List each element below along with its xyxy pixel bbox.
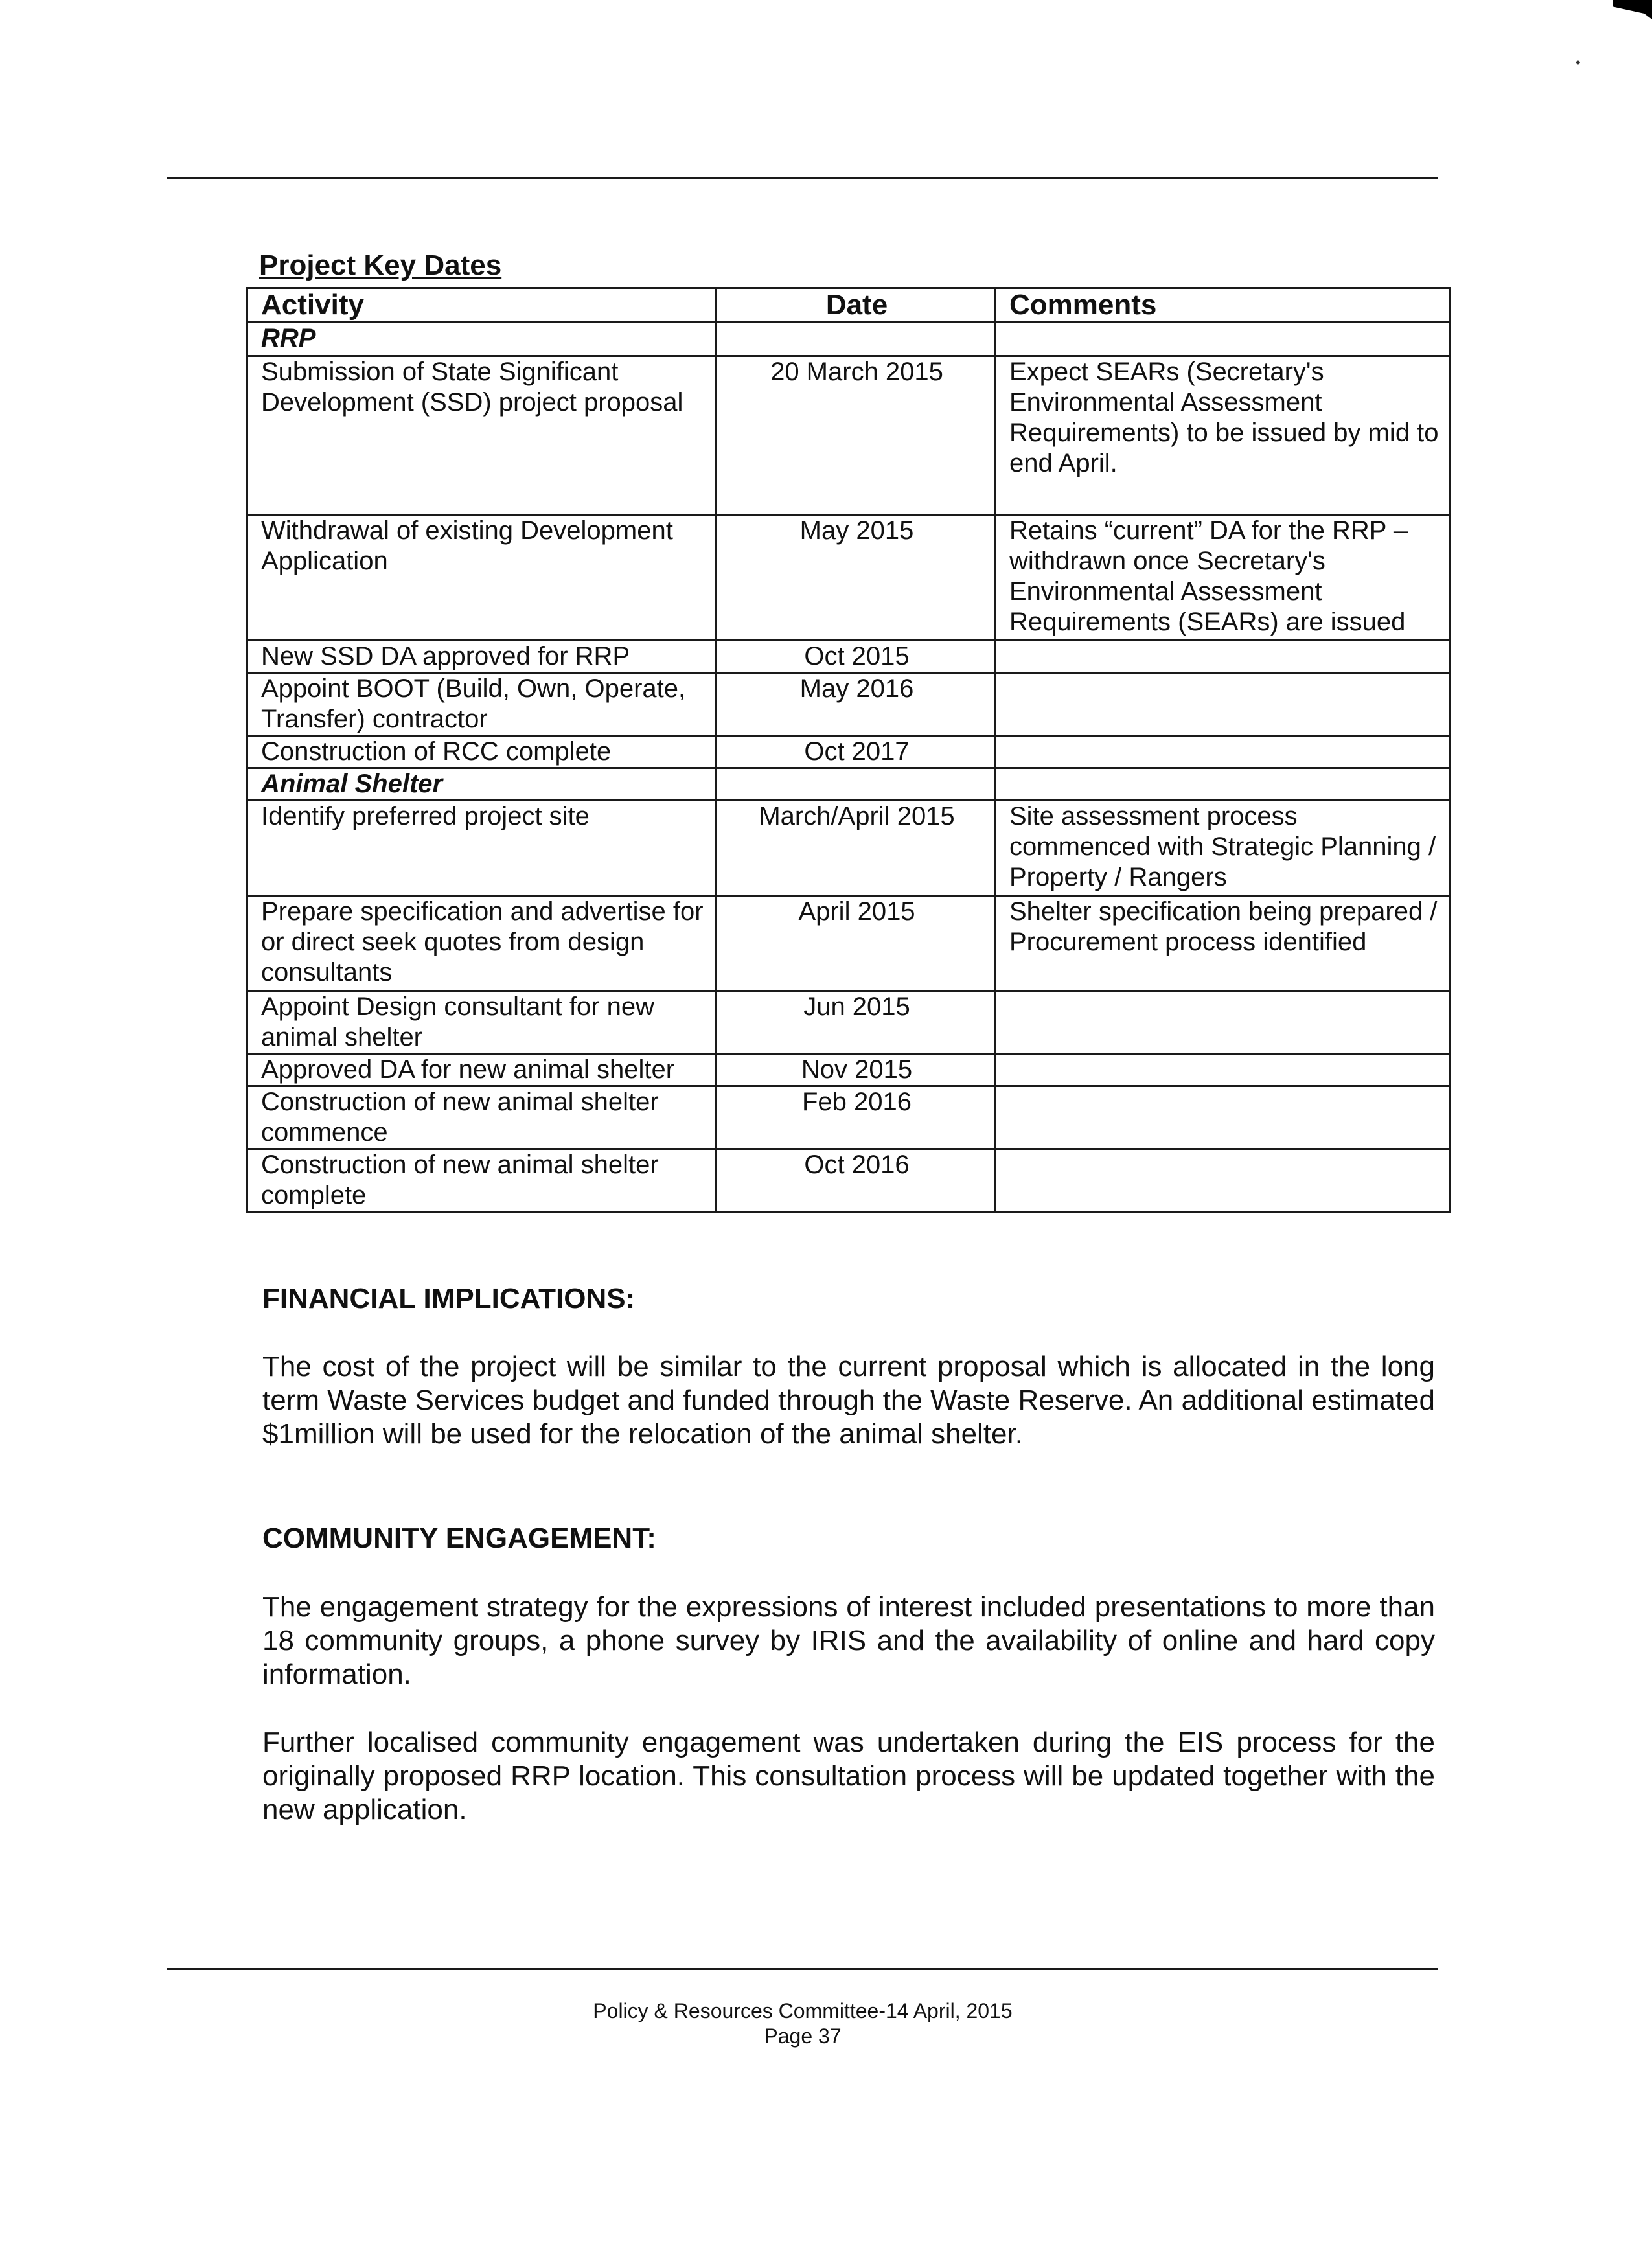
activity-cell: Withdrawal of existing Development Application <box>247 515 716 641</box>
section-label: Animal Shelter <box>247 768 716 801</box>
scan-speck: • <box>1576 54 1581 71</box>
date-cell: Nov 2015 <box>716 1054 996 1086</box>
comments-cell <box>996 991 1451 1054</box>
section-row-animal-shelter <box>247 768 1451 801</box>
table-row <box>247 515 1451 641</box>
table-row <box>247 1086 1451 1149</box>
scan-corner-mark <box>1613 0 1652 19</box>
header-comments: Comments <box>996 288 1451 323</box>
table-row <box>247 991 1451 1054</box>
activity-cell: New SSD DA approved for RRP <box>247 641 716 673</box>
header-activity: Activity <box>247 288 716 323</box>
date-cell: 20 March 2015 <box>716 356 996 515</box>
comments-cell <box>996 1054 1451 1086</box>
activity-cell: Appoint BOOT (Build, Own, Operate, Transfer) contractor <box>247 673 716 736</box>
table-row <box>247 1054 1451 1086</box>
activity-cell: Construction of RCC complete <box>247 736 716 768</box>
community-paragraph-1: The engagement strategy for the expressions of interest included presentations to more than 18 community groups, a phone survey by IRIS and the availability of online and hard copy information. <box>262 1591 1435 1690</box>
comments-cell <box>996 1149 1451 1212</box>
comments-cell: Expect SEARs (Secretary's Environmental Assessment Requirements) to be issued by mid to end April. <box>996 356 1451 515</box>
date-cell: Feb 2016 <box>716 1086 996 1149</box>
date-cell: Oct 2017 <box>716 736 996 768</box>
activity-cell: Construction of new animal shelter commence <box>247 1086 716 1149</box>
date-cell: Oct 2016 <box>716 1149 996 1212</box>
comments-cell: Shelter specification being prepared / Procurement process identified <box>996 896 1451 991</box>
empty-cell <box>716 768 996 801</box>
activity-cell: Construction of new animal shelter complete <box>247 1149 716 1212</box>
activity-cell: Approved DA for new animal shelter <box>247 1054 716 1086</box>
footer-committee: Policy & Resources Committee-14 April, 2015 <box>593 1999 1013 2022</box>
financial-paragraph: The cost of the project will be similar to the current proposal which is allocated in the long term Waste Services budget and funded through the Waste Reserve. An additional estimated $1million will be used for the relocation of the animal shelter. <box>262 1351 1435 1450</box>
table-row <box>247 736 1451 768</box>
header-date: Date <box>716 288 996 323</box>
empty-cell <box>716 323 996 356</box>
table-row <box>247 801 1451 896</box>
table-header-row <box>247 288 1451 323</box>
date-cell: May 2015 <box>716 515 996 641</box>
comments-cell <box>996 641 1451 673</box>
date-cell: May 2016 <box>716 673 996 736</box>
comments-cell <box>996 673 1451 736</box>
table-row <box>247 673 1451 736</box>
date-cell: March/April 2015 <box>716 801 996 896</box>
section-label: RRP <box>247 323 716 356</box>
comments-cell: Site assessment process commenced with Strategic Planning / Property / Rangers <box>996 801 1451 896</box>
activity-cell: Appoint Design consultant for new animal shelter <box>247 991 716 1054</box>
comments-cell <box>996 736 1451 768</box>
key-dates-table <box>246 287 1451 1213</box>
comments-cell <box>996 1086 1451 1149</box>
activity-cell: Submission of State Significant Development (SSD) project proposal <box>247 356 716 515</box>
footer-rule <box>167 1968 1438 1970</box>
community-heading: COMMUNITY ENGAGEMENT: <box>262 1522 656 1554</box>
table-row <box>247 641 1451 673</box>
financial-heading: FINANCIAL IMPLICATIONS: <box>262 1283 636 1314</box>
table-row <box>247 356 1451 515</box>
date-cell: Jun 2015 <box>716 991 996 1054</box>
activity-cell: Identify preferred project site <box>247 801 716 896</box>
empty-cell <box>996 323 1451 356</box>
activity-cell: Prepare specification and advertise for or direct seek quotes from design consultants <box>247 896 716 991</box>
community-paragraph-2: Further localised community engagement was undertaken during the EIS process for the originally proposed RRP location. This consultation process will be updated together with the new application. <box>262 1726 1435 1826</box>
header-rule <box>167 177 1438 179</box>
table-title: Project Key Dates <box>259 249 502 281</box>
section-row-rrp <box>247 323 1451 356</box>
date-cell: Oct 2015 <box>716 641 996 673</box>
footer-page-number: Page 37 <box>764 2024 842 2048</box>
table-row <box>247 896 1451 991</box>
comments-cell: Retains “current” DA for the RRP – withdrawn once Secretary's Environmental Assessment Requirements (SEARs) are issued <box>996 515 1451 641</box>
empty-cell <box>996 768 1451 801</box>
date-cell: April 2015 <box>716 896 996 991</box>
table-row <box>247 1149 1451 1212</box>
